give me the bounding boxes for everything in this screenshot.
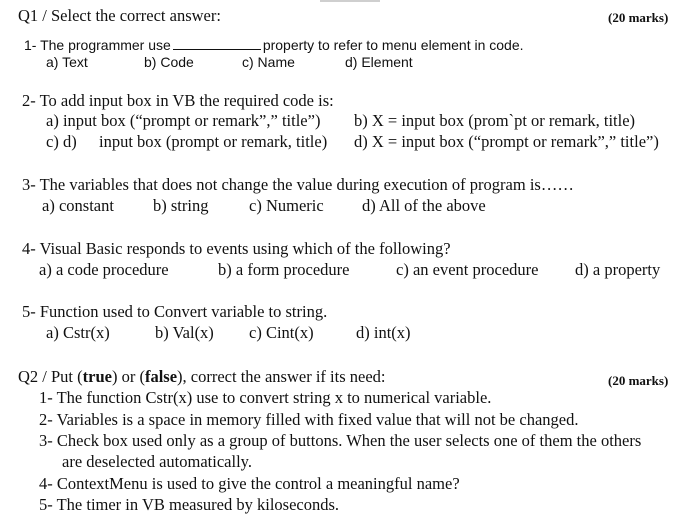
q2-true-word: true [82,367,112,386]
answer-blank [173,37,261,50]
q2-false-word: false [144,367,178,386]
option-d: d) a property [575,260,661,279]
question-number: 5- [22,302,36,321]
question-number: 4- [22,239,36,258]
q2-title-suffix: ), correct the answer if its need: [177,367,386,386]
question-text-before: The programmer use [40,37,171,53]
question-1-2 [22,93,334,110]
option-d: d) X = input box (“prompt or remark”,” title”) [354,132,659,151]
question-1-4 [22,241,451,258]
option-b: b) X = input box (prom`pt or remark, title) [354,111,636,130]
question-2-1 [39,390,491,407]
question-text: ContextMenu is used to give the control a meaningful name? [56,474,460,493]
option-d: d) int(x) [356,323,411,342]
question-1-1 [24,37,524,52]
question-text: Function used to Convert variable to string. [39,302,328,321]
option-a: a) constant [42,196,114,215]
option-c-d-label: c) d) [46,132,77,151]
question-text: The function Cstr(x) use to convert string x to numerical variable. [56,388,492,407]
question-number: 1- [39,388,53,407]
question-text: The variables that does not change the value during execution of program is…… [39,175,574,194]
option-b: b) a form procedure [218,260,350,279]
question-number: 2- [39,410,53,429]
question-number: 1- [24,37,37,53]
q2-marks: (20 marks) [608,373,669,388]
question-number: 3- [22,175,36,194]
question-text: To add input box in VB the required code is: [39,91,334,110]
option-b: b) Val(x) [155,323,214,342]
question-text: Variables is a space in memory filled with fixed value that will not be changed. [56,410,579,429]
question-1-5 [22,304,327,321]
option-b: b) Code [144,54,194,70]
question-2-3-continued: are deselected automatically. [62,452,252,471]
option-a: a) Text [46,54,88,70]
question-2-3 [39,433,641,450]
option-a: a) a code procedure [39,260,169,279]
option-a: a) Cstr(x) [46,323,110,342]
question-number: 3- [39,431,53,450]
q2-title-mid: ) or ( [111,367,145,386]
question-text-after: property to refer to menu element in code. [262,37,524,53]
option-c: c) Name [242,54,295,70]
option-d: d) Element [345,54,413,70]
question-number: 2- [22,91,36,110]
option-a: a) input box (“prompt or remark”,” title”) [46,111,321,130]
q2-title-prefix: Q2 / Put ( [18,367,83,386]
option-c: c) Cint(x) [249,323,314,342]
option-c: c) Numeric [249,196,324,215]
cropped-header-remnant [320,0,380,2]
question-text: Visual Basic responds to events using which of the following? [39,239,451,258]
question-number: 4- [39,474,53,493]
question-2-2 [39,412,578,429]
option-c: input box (prompt or remark, title) [99,132,328,151]
question-2-5 [39,497,339,514]
question-1-3 [22,177,574,194]
question-2-4 [39,476,460,493]
question-number: 5- [39,495,53,514]
q2-title [18,369,385,386]
option-d: d) All of the above [362,196,486,215]
option-c: c) an event procedure [396,260,539,279]
question-text: Check box used only as a group of buttons. When the user selects one of them the others [56,431,642,450]
q1-title: Q1 / Select the correct answer: [18,6,221,25]
question-text: The timer in VB measured by kiloseconds. [56,495,340,514]
q1-marks: (20 marks) [608,10,669,25]
option-b: b) string [153,196,209,215]
